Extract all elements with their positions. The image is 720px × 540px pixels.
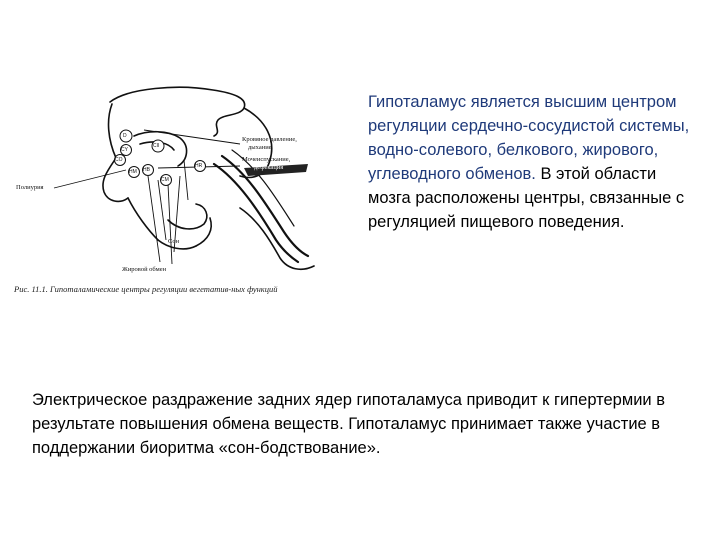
node-label: D [123,133,127,139]
node-label: CM [161,177,169,183]
label-breathing: дыхание [248,144,272,151]
label-sleep: Сон [168,238,180,245]
node-label: CII [153,143,160,149]
label-fat-metabolism: Жировой обмен [122,266,167,273]
hypothalamus-diagram [8,80,338,280]
bottom-paragraph: Электрическое раздражение задних ядер гипоталамуса приводит к гипертермии в результате повышения обмена веществ. Гипоталамус принимает также участие в поддержании биоритма «сон-бодствование». [32,391,665,457]
right-paragraph [368,90,698,234]
node-label: HB [143,167,150,173]
label-urination: Мочеиспускание, [242,156,291,163]
figure-caption: Рис. 11.1. Гипоталамические центры регуляции вегетатив-ных функций [14,284,278,294]
node-label: HR [195,163,203,169]
label-defecation: дефекация [254,164,284,171]
node-label: CY [121,147,128,153]
label-blood-pressure: Кровяное давление, [242,136,297,143]
node-label: CO [115,157,123,163]
highlighted-text: Гипоталамус является высшим центром регуляции сердечно-сосудистой системы, водно-солевого, белкового, жирового, углеводного обменов. [368,93,690,183]
node-label: HM [129,169,137,175]
paragraph-rest: В этой области мозга расположены центры, связанные с регуляцией пищевого поведения. [368,165,685,231]
label-polyuria: Полиурия [16,184,44,191]
